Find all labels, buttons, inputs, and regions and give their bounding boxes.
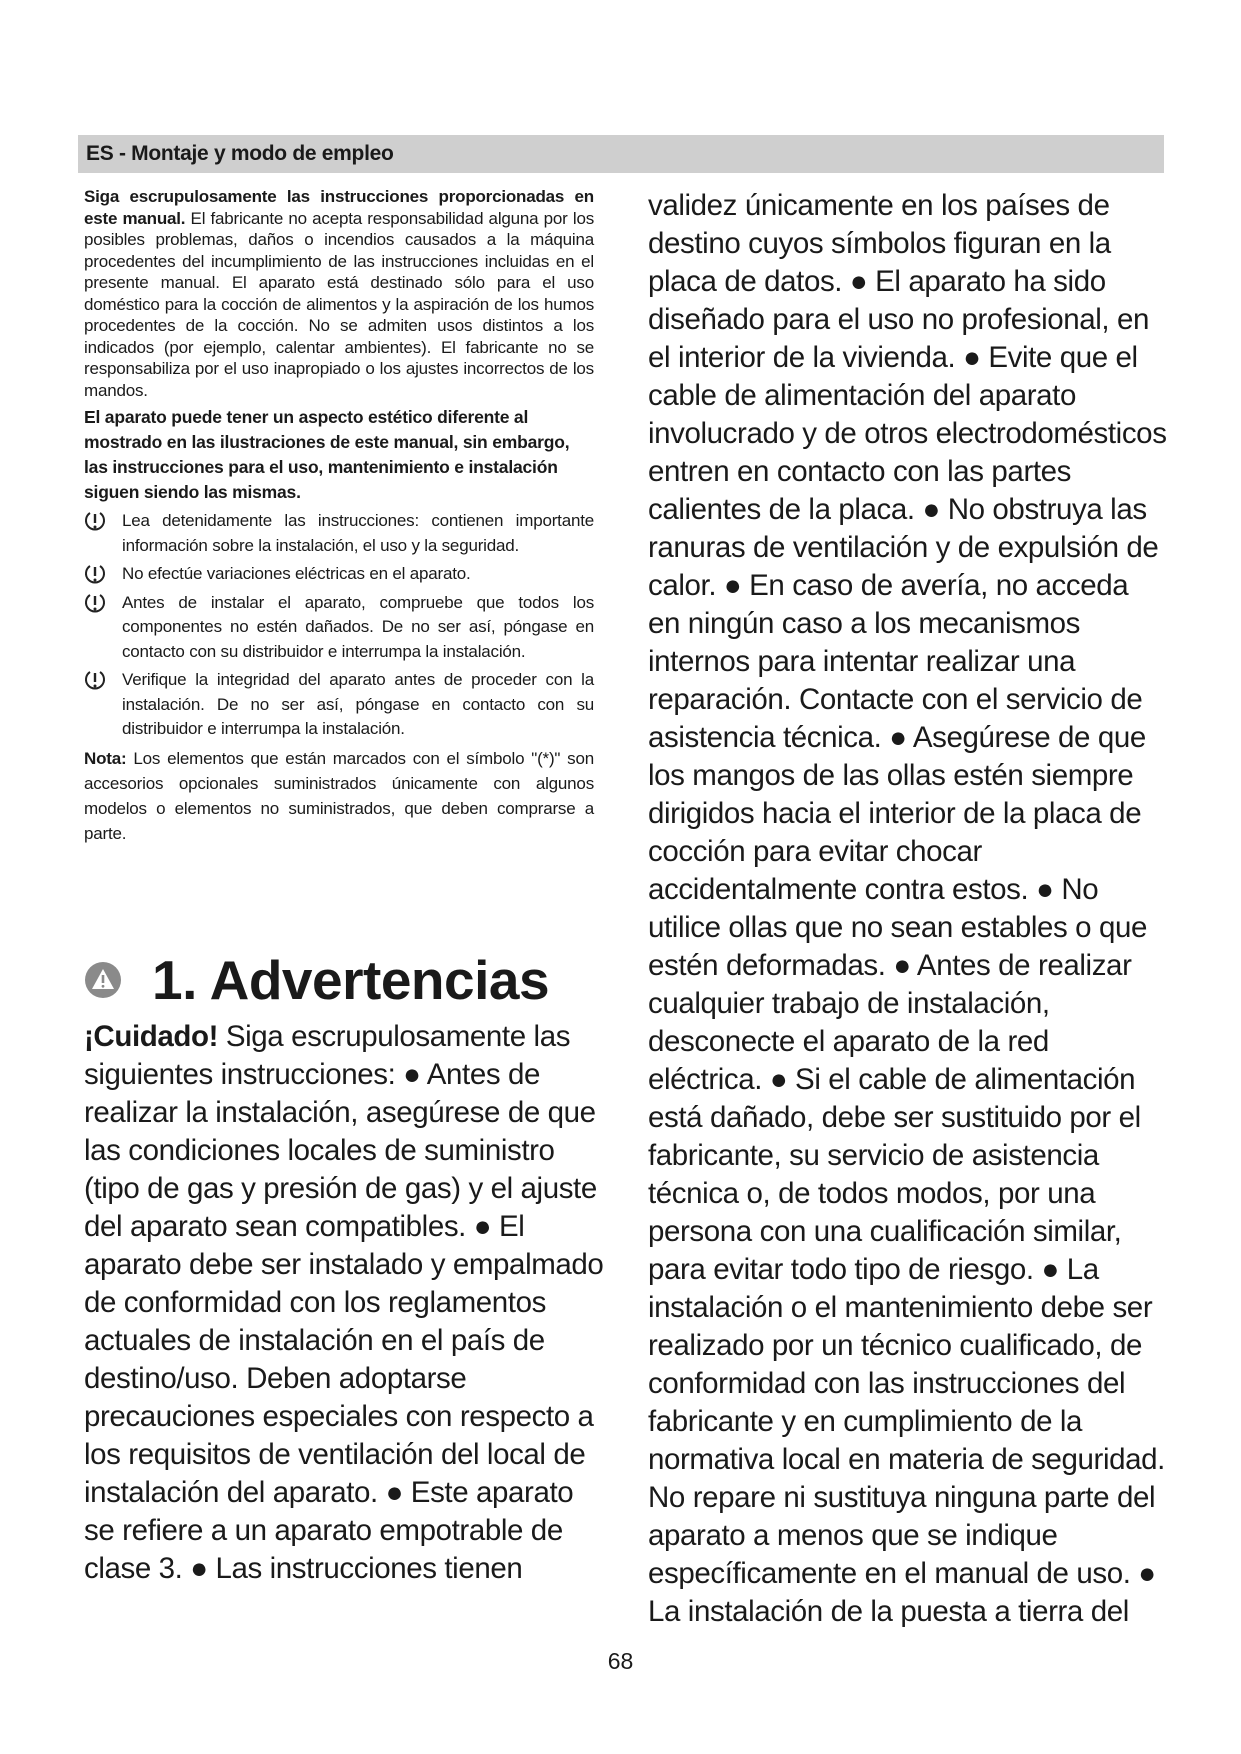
intro-column [84, 186, 594, 846]
section-title: 1. Advertencias [152, 949, 550, 1011]
section-heading [84, 945, 549, 1015]
warning-item [84, 591, 594, 665]
warning-item [84, 509, 594, 558]
caution-icon [84, 563, 106, 585]
page-number: 68 [607, 1648, 634, 1674]
intro-paragraph [84, 186, 594, 401]
warning-text: Lea detenidamente las instrucciones: contienen importante información sobre la instalación, el uso y la seguridad. [122, 511, 594, 555]
warning-triangle-icon [84, 961, 122, 999]
warnings-right-column [648, 187, 1168, 1631]
caution-icon [84, 669, 106, 691]
warning-item [84, 668, 594, 742]
warnings-right-text: validez únicamente en los países de destino cuyos símbolos figuran en la placa de datos. ● El aparato ha sido diseñado para el uso no profesional, en el interior de la vivienda. ● Evite que el cable de alimentación del aparato involucrado y de otros electrodomésticos entren en contacto con las partes calientes de la placa. ● No obstruya las ranuras de ventilación y de expulsión de calor. ● En caso de avería, no acceda en ningún caso a los mecanismos internos para intentar realizar una reparación. Contacte con el servicio de asistencia técnica. ● Asegúrese de que los mangos de las ollas estén siempre dirigidos hacia el interior de la placa de cocción para evitar chocar accidentalmente contra estos. ● No utilice ollas que no sean estables o que estén deformadas. ● Antes de realizar cualquier trabajo de instalación, desconecte el aparato de la red eléctrica. ● Si el cable de alimentación está dañado, debe ser sustituido por el fabricante, su servicio de asistencia técnica o, de todos modos, por una persona con una cualificación similar, para evitar todo tipo de riesgo. ● La instalación o el mantenimiento debe ser realizado por un técnico cualificado, de conformidad con las instrucciones del fabricante y en cumplimiento de la normativa local en materia de seguridad. No repare ni sustituya ninguna parte del aparato a menos que se indique específicamente en el manual de uso. ● La instalación de la puesta a tierra del [648, 189, 1167, 1628]
header-title: ES - Montaje y modo de empleo [86, 142, 394, 165]
note-label: Nota: [84, 748, 127, 768]
warnings-left-text: Siga escrupulosamente las siguientes instrucciones: ● Antes de realizar la instalación, asegúrese de que las condiciones locales de suministro (tipo de gas y presión de gas) y el ajuste del aparato sean compatibles. ● El aparato debe ser instalado y empalmado de conformidad con los reglamentos actuales de instalación en el país de destino/uso. Deben adoptarse precauciones especiales con respecto a los requisitos de ventilación del local de instalación del aparato. ● Este aparato se refiere a un aparato empotrable de clase 3. ● Las instrucciones tienen [84, 1020, 604, 1585]
caution-icon [84, 592, 106, 614]
caution-label: ¡Cuidado! [84, 1020, 219, 1053]
section-header-band [78, 135, 1164, 173]
warning-item [84, 562, 594, 587]
caution-icon [84, 510, 106, 532]
intro-lead-rest: El fabricante no acepta responsabilidad alguna por los posibles problemas, daños o incendios causados a la máquina procedentes del incumplimiento de las instrucciones incluidas en el presente manual. El aparato está destinado sólo para el uso doméstico para la cocción de alimentos y la aspiración de los humos procedentes de la cocción. No se admiten usos distintos a los indicados (por ejemplo, calentar ambientes). El fabricante no se responsabiliza por el uso inapropiado o los ajustes incorrectos de los mandos. [84, 208, 594, 400]
warnings-left-column [84, 1018, 604, 1588]
warning-text: No efectúe variaciones eléctricas en el aparato. [122, 564, 471, 583]
warning-text: Verifique la integridad del aparato antes de proceder con la instalación. De no ser así, póngase en contacto con su distribuidor e interrumpa la instalación. [122, 670, 594, 738]
aesthetic-notice: El aparato puede tener un aspecto estético diferente al mostrado en las ilustraciones de este manual, sin embargo, las instrucciones para el uso, mantenimiento e instalación siguen siendo las mismas. [84, 407, 570, 502]
note-paragraph [84, 746, 594, 846]
intro-lead-bold: Siga escrupulosamente las instrucciones proporcionadas en este manual. [84, 187, 594, 228]
note-text: Los elementos que están marcados con el símbolo "(*)" son accesorios opcionales suministrados únicamente con algunos modelos o elementos no suministrados, que deben comprarse a parte. [84, 748, 594, 843]
warning-text: Antes de instalar el aparato, compruebe que todos los componentes no estén dañados. De no ser así, póngase en contacto con su distribuidor e interrumpa la instalación. [122, 592, 594, 661]
